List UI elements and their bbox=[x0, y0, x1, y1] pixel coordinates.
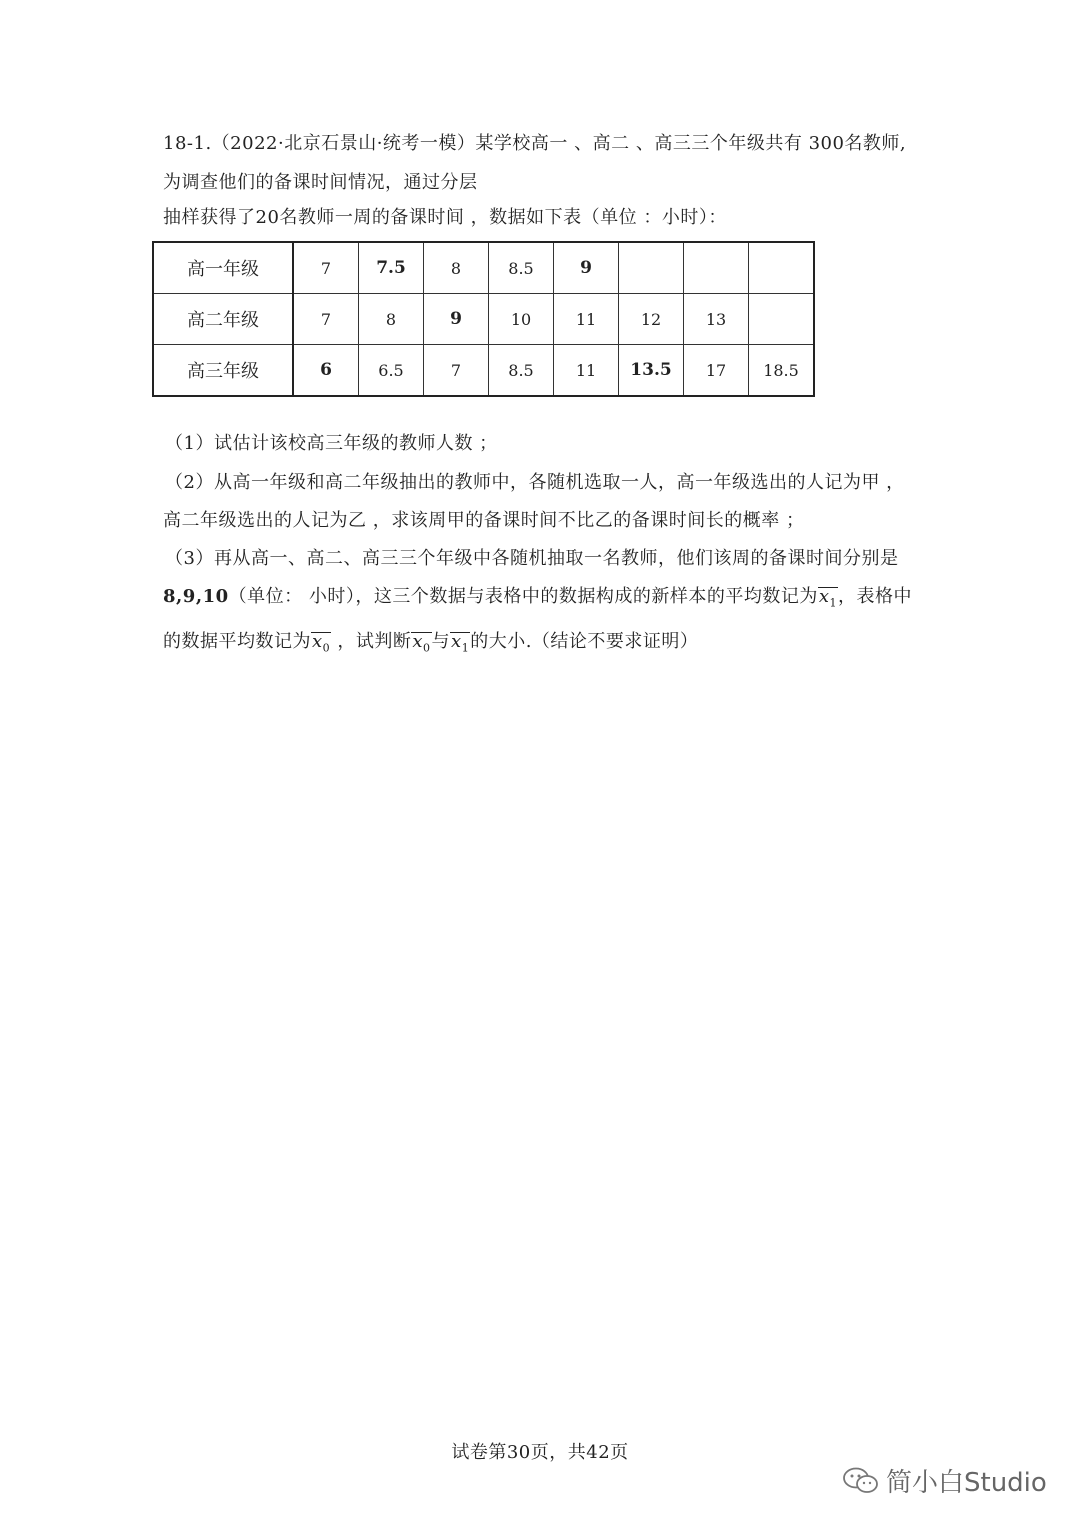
question-2-line-1: （2）从高一年级和高二年级抽出的教师中，各随机选取一人，高一年级选出的人记为甲 ， bbox=[165, 472, 905, 493]
watermark bbox=[842, 1462, 1047, 1499]
table-cell: 7 bbox=[293, 242, 359, 294]
q3-text: 的大小.（结论不要求证明） bbox=[470, 631, 699, 652]
table-cell bbox=[749, 294, 815, 345]
table-cell: 7 bbox=[424, 345, 489, 397]
q3-text-end: ，表格中 bbox=[838, 586, 913, 607]
row-label: 高二年级 bbox=[153, 294, 293, 345]
question-3-line-2 bbox=[163, 585, 912, 616]
table-cell: 6 bbox=[293, 345, 359, 397]
question-1: （1）试估计该校高三年级的教师人数 ； bbox=[165, 433, 498, 454]
table-row bbox=[153, 345, 814, 397]
problem-line-2: 为调查他们的备课时间情况，通过分层 bbox=[163, 172, 478, 193]
wechat-icon bbox=[842, 1466, 880, 1496]
question-3-line-3 bbox=[163, 630, 698, 661]
table-row bbox=[153, 294, 814, 345]
table-cell: 8 bbox=[424, 242, 489, 294]
table-cell: 11 bbox=[554, 294, 619, 345]
q3-text: ，试判断 bbox=[331, 631, 412, 652]
page-footer: 试卷第30页，共42页 bbox=[451, 1442, 629, 1463]
table-cell: 11 bbox=[554, 345, 619, 397]
table-cell: 12 bbox=[619, 294, 684, 345]
question-3-line-1: （3）再从高一、高二、高三三个年级中各随机抽取一名教师，他们该周的备课时间分别是 bbox=[165, 548, 899, 569]
table-cell: 10 bbox=[489, 294, 554, 345]
new-values: 8,9,10 bbox=[163, 586, 229, 607]
row-label: 高一年级 bbox=[153, 242, 293, 294]
row-label: 高三年级 bbox=[153, 345, 293, 397]
table-cell: 13 bbox=[684, 294, 749, 345]
table-cell: 17 bbox=[684, 345, 749, 397]
data-table bbox=[152, 241, 815, 397]
problem-line-1: 18-1.（2022·北京石景山·统考一模）某学校高一 、高二 、高三三个年级共有 300名教师, bbox=[163, 133, 907, 154]
table-cell: 9 bbox=[554, 242, 619, 294]
x1-bar-symbol: $x_1$ bbox=[450, 630, 470, 661]
watermark-text: 简小白Studio bbox=[886, 1468, 1047, 1498]
q3-text: （单位： 小时），这三个数据与表格中的数据构成的新样本的平均数记为 bbox=[228, 586, 818, 607]
table-cell bbox=[619, 242, 684, 294]
table-cell: 8.5 bbox=[489, 242, 554, 294]
table-cell: 18.5 bbox=[749, 345, 815, 397]
table-cell: 13.5 bbox=[619, 345, 684, 397]
x0-bar-symbol: $x_0$ bbox=[311, 630, 331, 661]
table-cell: 7.5 bbox=[359, 242, 424, 294]
table-cell: 6.5 bbox=[359, 345, 424, 397]
q3-text: 的数据平均数记为 bbox=[163, 631, 311, 652]
problem-line-3: 抽样获得了20名教师一周的备课时间 ，数据如下表（单位 ：小时）： bbox=[163, 207, 727, 228]
table-cell: 8 bbox=[359, 294, 424, 345]
table-cell bbox=[684, 242, 749, 294]
x0-bar-symbol: $x_0$ bbox=[411, 630, 431, 661]
q3-text: 与 bbox=[431, 631, 451, 652]
table-cell: 7 bbox=[293, 294, 359, 345]
x1-bar-symbol: $x_1$ bbox=[818, 585, 838, 616]
question-2-line-2: 高二年级选出的人记为乙 ，求该周甲的备课时间不比乙的备课时间长的概率 ； bbox=[163, 510, 805, 531]
table-cell: 8.5 bbox=[489, 345, 554, 397]
table-cell: 9 bbox=[424, 294, 489, 345]
table-row bbox=[153, 242, 814, 294]
table-cell bbox=[749, 242, 815, 294]
